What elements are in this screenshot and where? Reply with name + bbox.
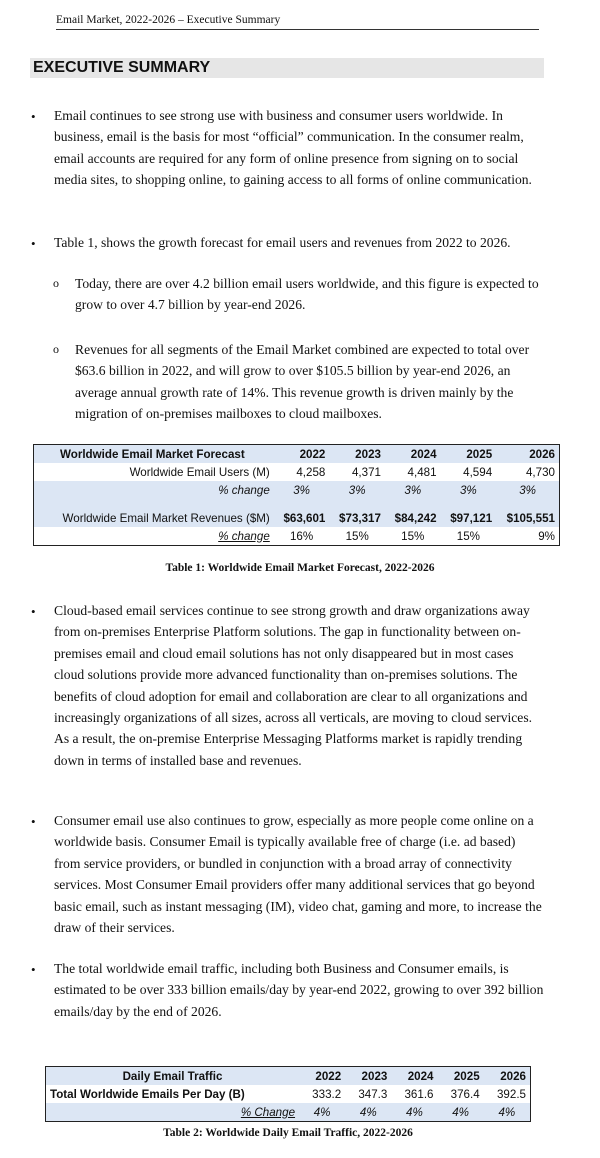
table-row-users <box>34 463 560 481</box>
table-cell: $63,601 <box>274 509 330 527</box>
year-header: 2026 <box>496 445 559 464</box>
paragraph-email-use: Email continues to see strong use with business and consumer users worldwide. In business, email is the basis for most “official” communication. In the consumer realm, email accounts are required for any form of online presence from signing on to social media sites, to shopping online, to gaining access to all forms of online communication. <box>54 108 532 188</box>
bullet-dot-icon: • <box>31 962 36 977</box>
table-daily-email-traffic <box>45 1066 531 1122</box>
bullet-circle-icon: o <box>53 342 59 356</box>
table-email-market-forecast <box>33 444 560 546</box>
table-cell: 3% <box>441 481 497 499</box>
year-header: 2025 <box>438 1067 484 1086</box>
table-cell: 376.4 <box>450 1087 480 1101</box>
row-label: % Change <box>46 1103 300 1122</box>
year-header: 2023 <box>345 1067 391 1086</box>
bullet-circle-icon: o <box>53 276 59 290</box>
table-row-revenues-change <box>34 527 560 546</box>
paragraph-email-traffic: The total worldwide email traffic, including both Business and Consumer emails, is estimated to be over 333 billion emails/day by year-end 2022, growing to over 392 billion emails/day by the end of 2026. <box>54 961 544 1019</box>
table-cell: 4,730 <box>525 465 555 479</box>
table-cell: 4% <box>345 1103 391 1122</box>
paragraph-consumer-email: Consumer email use also continues to grow, especially as more people come online on a worldwide basis. Consumer Email is typically available free of charge (i.e. ad based) from service providers, or bundled in conjunction with a broad array of connectivity services. Most Consumer Email providers offer many additional services that go beyond basic email, such as instant messaging (IM), video chat, gaming and more, to increase the draw of their services. <box>54 813 542 936</box>
table-cell: 3% <box>329 481 385 499</box>
year-header: 2024 <box>391 1067 437 1086</box>
table-cell: 4,481 <box>407 465 437 479</box>
table-cell: $84,242 <box>385 509 441 527</box>
table-cell: 4,258 <box>296 465 326 479</box>
row-label: Total Worldwide Emails Per Day (B) <box>50 1087 245 1101</box>
table-cell: 392.5 <box>496 1087 526 1101</box>
table-cell: 16% <box>289 529 314 543</box>
bullet-dot-icon: • <box>31 236 36 251</box>
table-cell: 3% <box>496 481 559 499</box>
table-header-row <box>46 1067 531 1086</box>
table-cell: 15% <box>456 529 480 543</box>
table-cell: 333.2 <box>312 1087 342 1101</box>
section-title: EXECUTIVE SUMMARY <box>30 58 544 78</box>
bullet-dot-icon: • <box>31 109 36 124</box>
table-cell: 15% <box>345 529 369 543</box>
table-row-traffic-change <box>46 1103 531 1122</box>
year-header: 2022 <box>274 445 330 464</box>
table-header-row <box>34 445 560 464</box>
paragraph-cloud-email: Cloud-based email services continue to see strong growth and draw organizations away from on-premises Enterprise Platform solutions. The gap in functionality between on-premises email and cloud email solutions has not only disappeared but in most cases cloud solutions provide more advanced functionality than on-premises solutions. The benefits of cloud adoption for email and collaboration are clear to all organizations and increasingly organizations of all sizes, across all verticals, are moving to cloud services. As a result, the on-premise Enterprise Messaging Platforms market is rapidly trending down in terms of installed base and revenues. <box>54 603 533 768</box>
table-cell: 347.3 <box>358 1087 388 1101</box>
table-cell: 9% <box>538 529 555 543</box>
table-cell: $73,317 <box>329 509 385 527</box>
table-cell: 4,594 <box>463 465 493 479</box>
table-cell: 4% <box>438 1103 484 1122</box>
table-row-traffic <box>46 1085 531 1103</box>
running-header: Email Market, 2022-2026 – Executive Summary <box>56 12 539 30</box>
table-cell: 4% <box>299 1103 345 1122</box>
table-cell: $97,121 <box>441 509 497 527</box>
bullet-dot-icon: • <box>31 814 36 829</box>
table-cell: 15% <box>401 529 425 543</box>
table-cell: 4% <box>391 1103 437 1122</box>
year-header: 2022 <box>299 1067 345 1086</box>
year-header: 2024 <box>385 445 441 464</box>
table-cell: 361.6 <box>404 1087 434 1101</box>
row-label: Worldwide Email Users (M) <box>129 465 270 479</box>
table1-caption: Table 1: Worldwide Email Market Forecast, 2022-2026 <box>165 562 435 574</box>
table-cell: 4% <box>484 1103 531 1122</box>
year-header: 2025 <box>441 445 497 464</box>
paragraph-revenues: Revenues for all segments of the Email Market combined are expected to total over $63.6 billion in 2022, and will grow to over $105.5 billion by year-end 2026, an average annual growth rate of 14%. This revenue growth is driven mainly by the migration of on-premises mailboxes to cloud mailboxes. <box>75 342 530 422</box>
row-label: Worldwide Email Market Revenues ($M) <box>34 509 274 527</box>
bullet-dot-icon: • <box>31 604 36 619</box>
table-cell: 4,371 <box>351 465 381 479</box>
table-cell: 3% <box>385 481 441 499</box>
table-row-revenues <box>34 509 560 527</box>
table-row-users-change <box>34 481 560 499</box>
row-label: % change <box>218 529 270 543</box>
year-header: 2026 <box>484 1067 531 1086</box>
paragraph-table1-intro: Table 1, shows the growth forecast for email users and revenues from 2022 to 2026. <box>54 235 511 250</box>
table-title: Worldwide Email Market Forecast <box>34 445 274 464</box>
table-spacer-row <box>34 499 560 509</box>
year-header: 2023 <box>329 445 385 464</box>
row-label: % change <box>34 481 274 499</box>
table2-caption: Table 2: Worldwide Daily Email Traffic, 2022-2026 <box>163 1127 413 1139</box>
table-title: Daily Email Traffic <box>46 1067 300 1086</box>
table-cell: $105,551 <box>496 509 559 527</box>
table-cell: 3% <box>274 481 330 499</box>
paragraph-email-users: Today, there are over 4.2 billion email users worldwide, and this figure is expected to grow to over 4.7 billion by year-end 2026. <box>75 276 539 313</box>
